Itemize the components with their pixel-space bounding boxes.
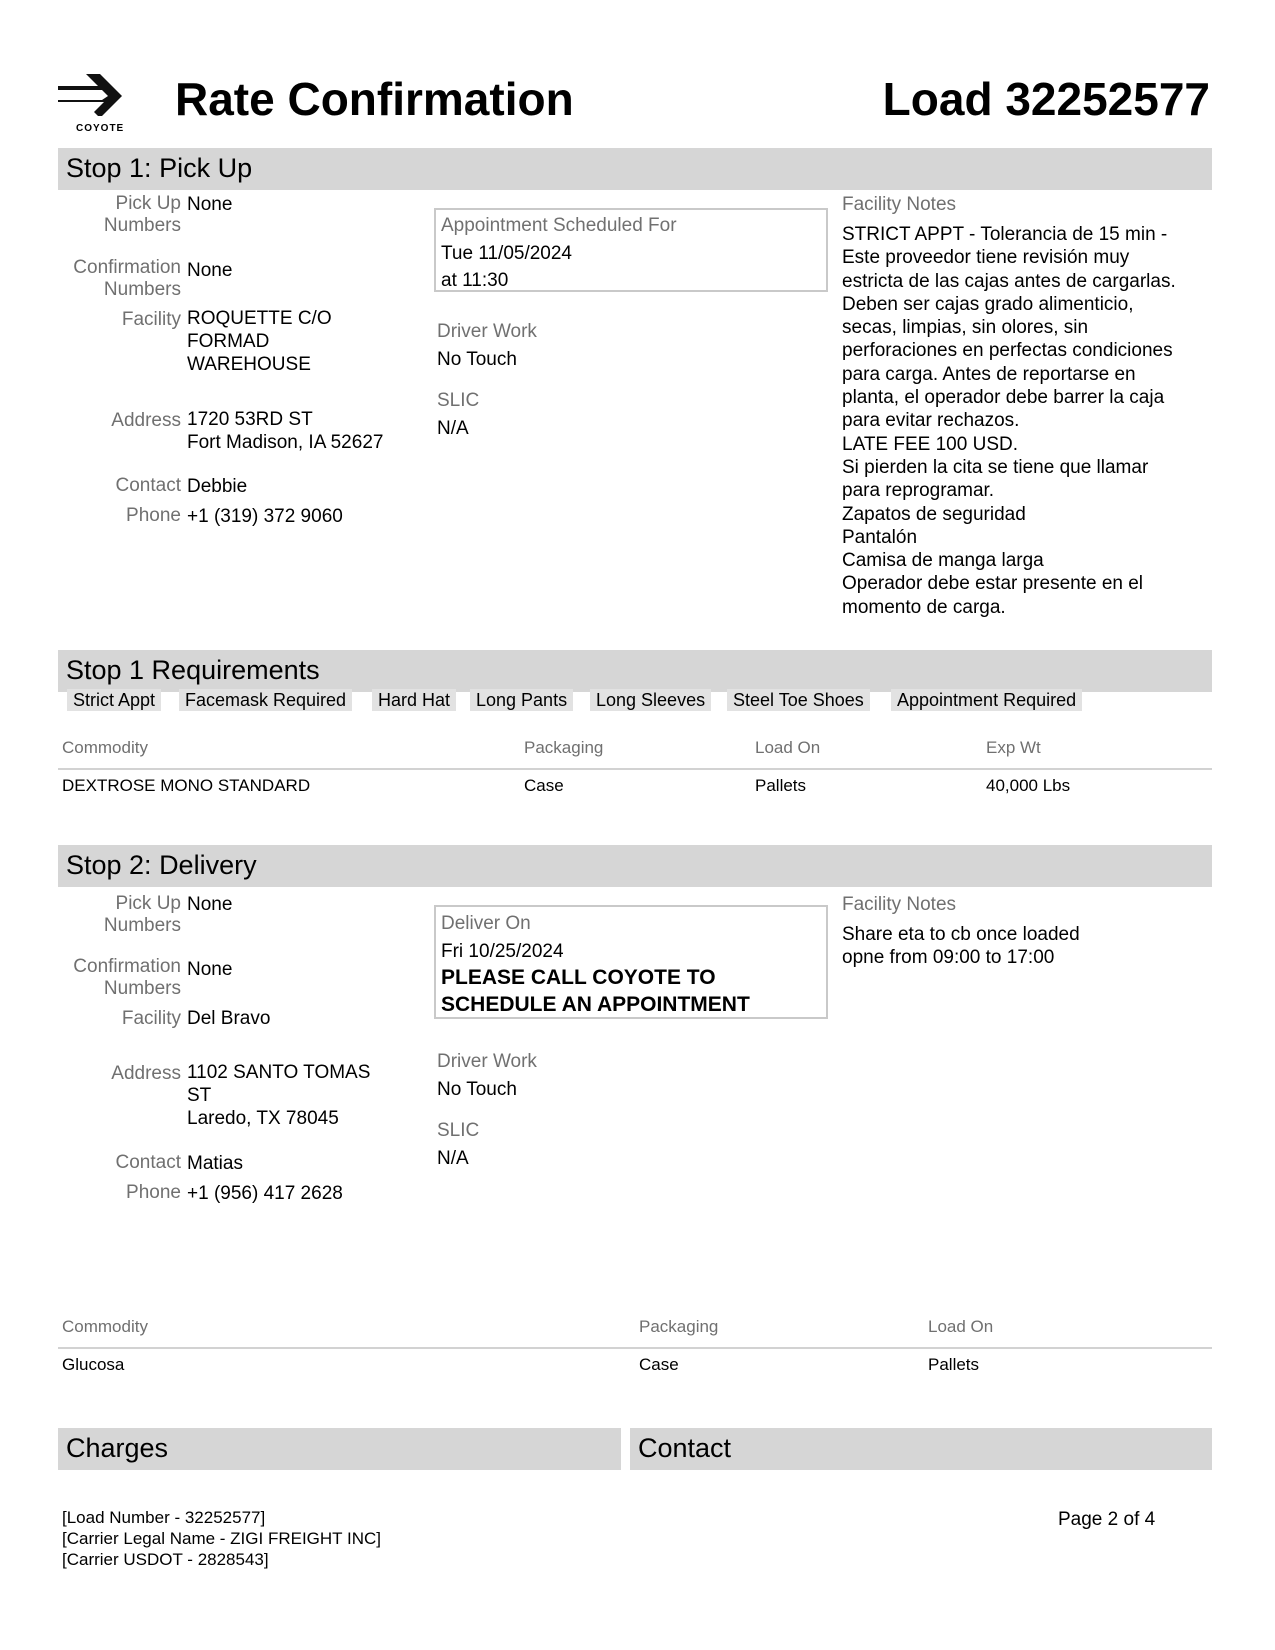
commodity1-divider	[58, 768, 1212, 770]
stop1-driver-work-label: Driver Work	[437, 321, 537, 342]
stop2-slic-label: SLIC	[437, 1120, 480, 1141]
load-number-title: Load 32252577	[882, 73, 1210, 125]
commodity2-header-commodity: Commodity	[62, 1317, 148, 1336]
footer-load-number: [Load Number - 32252577]	[62, 1508, 266, 1527]
commodity2-header-packaging: Packaging	[639, 1317, 719, 1336]
requirement-tag: Hard Hat	[372, 689, 456, 711]
stop2-header	[58, 845, 1212, 887]
stop2-driver-work-label: Driver Work	[437, 1051, 537, 1072]
commodity1-header-exp-wt: Exp Wt	[986, 738, 1041, 757]
stop1-slic: N/A	[437, 418, 469, 439]
requirement-tag: Long Pants	[470, 689, 573, 711]
stop2-facility: Del Bravo	[187, 1008, 271, 1029]
requirement-tag: Appointment Required	[891, 689, 1082, 711]
coyote-logo-icon	[56, 70, 134, 116]
stop1-facility-notes: STRICT APPT - Tolerancia de 15 min - Este proveedor tiene revisión muy estricta de las cajas antes de cargarlas. Deben ser cajas grado alimenticio, secas, limpias, sin olores, sin perforaciones en perfectas condiciones para carga. Antes de reportarse en planta, el operador debe barrer la caja para evitar rechazos. LATE FEE 100 USD. Si pierden la cita se tiene que llamar para reprogramar. Zapatos de seguridad Pantalón Camisa de manga larga Operador debe estar presente en el momento de carga.	[842, 224, 1176, 618]
stop2-phone: +1 (956) 417 2628	[187, 1183, 343, 1204]
charges-heading: Charges	[66, 1433, 169, 1463]
commodity2-cell-packaging: Case	[639, 1355, 679, 1374]
commodity1-cell-packaging: Case	[524, 776, 564, 795]
stop2-deliver-date: Fri 10/25/2024	[441, 941, 564, 962]
commodity1-cell-exp-wt: 40,000 Lbs	[986, 776, 1071, 795]
stop1-facility-label: Facility	[121, 309, 181, 330]
charges-header	[58, 1428, 621, 1470]
commodity1-header-load-on: Load On	[755, 738, 821, 757]
stop2-deliver-label: Deliver On	[441, 913, 531, 934]
stop1-appointment-box	[434, 208, 828, 292]
requirement-tag: Facemask Required	[179, 689, 352, 711]
commodity2-divider	[58, 1347, 1212, 1349]
requirement-tag: Strict Appt	[67, 689, 161, 711]
stop1-facility-notes-label: Facility Notes	[842, 194, 957, 215]
stop1-address-label: Address	[111, 410, 181, 431]
stop1-header	[58, 148, 1212, 190]
commodity1-cell-load-on: Pallets	[755, 776, 807, 795]
commodity2-header-load-on: Load On	[928, 1317, 994, 1336]
requirement-tag: Long Sleeves	[590, 689, 711, 711]
stop1-contact-label: Contact	[115, 475, 181, 496]
stop1-appointment-time: at 11:30	[441, 270, 509, 291]
stop1-confirmation-label: Confirmation Numbers	[73, 257, 181, 300]
stop2-facility-notes-label: Facility Notes	[842, 894, 957, 915]
requirements-heading: Stop 1 Requirements	[66, 655, 320, 685]
stop1-facility: ROQUETTE C/O FORMAD WAREHOUSE	[187, 308, 332, 375]
stop2-slic: N/A	[437, 1148, 469, 1169]
stop1-appointment-date: Tue 11/05/2024	[441, 243, 572, 264]
commodity1-header-commodity: Commodity	[62, 738, 148, 757]
stop2-heading: Stop 2: Delivery	[66, 850, 257, 880]
stop2-confirmation-label: Confirmation Numbers	[73, 956, 181, 999]
footer-carrier-usdot: [Carrier USDOT - 2828543]	[62, 1550, 269, 1569]
stop1-confirmation-numbers: None	[187, 260, 233, 281]
stop2-deliver-box	[434, 905, 828, 1019]
logo-text: COYOTE	[76, 123, 125, 134]
stop2-pickup-numbers-label: Pick Up Numbers	[103, 893, 181, 936]
stop1-phone-label: Phone	[126, 505, 181, 526]
stop2-contact: Matias	[187, 1153, 243, 1174]
page-number: Page 2 of 4	[1058, 1509, 1156, 1530]
stop2-phone-label: Phone	[126, 1182, 181, 1203]
stop1-slic-label: SLIC	[437, 390, 480, 411]
contact-header	[630, 1428, 1212, 1470]
stop1-contact: Debbie	[187, 476, 248, 497]
footer-carrier-name: [Carrier Legal Name - ZIGI FREIGHT INC]	[62, 1529, 381, 1548]
stop2-deliver-notice: PLEASE CALL COYOTE TO SCHEDULE AN APPOINTMENT	[441, 966, 750, 1016]
stop2-driver-work: No Touch	[437, 1079, 517, 1100]
coyote-logo	[56, 70, 134, 132]
commodity1-cell-commodity: DEXTROSE MONO STANDARD	[62, 776, 311, 795]
stop1-phone: +1 (319) 372 9060	[187, 506, 343, 527]
commodity2-cell-load-on: Pallets	[928, 1355, 980, 1374]
page-title: Rate Confirmation	[175, 73, 574, 125]
stop2-facility-label: Facility	[121, 1008, 181, 1029]
stop2-confirmation-numbers: None	[187, 959, 233, 980]
stop2-pickup-numbers: None	[187, 894, 233, 915]
stop2-address-label: Address	[111, 1063, 181, 1084]
stop2-contact-label: Contact	[115, 1152, 181, 1173]
requirements-header	[58, 650, 1212, 692]
stop1-pickup-numbers: None	[187, 194, 233, 215]
commodity1-header-packaging: Packaging	[524, 738, 604, 757]
stop1-address: 1720 53RD ST Fort Madison, IA 52627	[187, 409, 384, 453]
commodity2-cell-commodity: Glucosa	[62, 1355, 125, 1374]
stop1-appointment-label: Appointment Scheduled For	[441, 215, 677, 236]
stop1-heading: Stop 1: Pick Up	[66, 153, 253, 183]
stop2-facility-notes: Share eta to cb once loaded opne from 09:00 to 17:00	[842, 924, 1080, 969]
stop1-pickup-numbers-label: Pick Up Numbers	[103, 193, 181, 236]
stop2-address: 1102 SANTO TOMAS ST Laredo, TX 78045	[187, 1062, 371, 1129]
requirement-tag: Steel Toe Shoes	[727, 689, 870, 711]
contact-heading: Contact	[638, 1433, 732, 1463]
stop1-driver-work: No Touch	[437, 349, 517, 370]
